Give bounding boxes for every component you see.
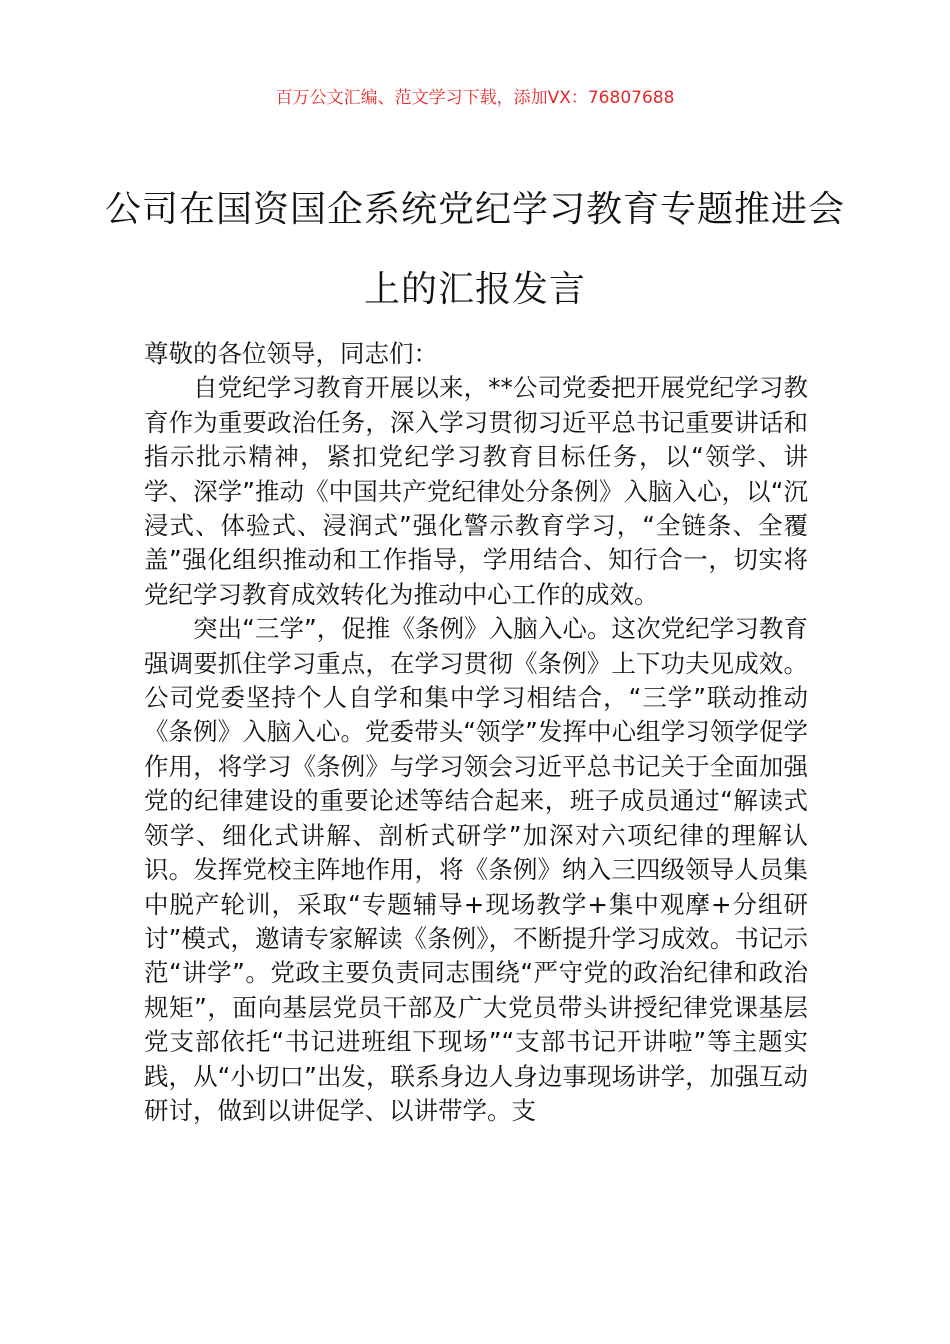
paragraph-intro: 自党纪学习教育开展以来，**公司党委把开展党纪学习教育作为重要政治任务，深入学习贯彻习近平总书记重要讲话和指示批示精神，紧扣党纪学习教育目标任务，以“领学、讲学、深学”推动《中国共产党纪律处分条例》入脑入心，以“沉浸式、体验式、浸润式”强化警示教育学习，“全链条、全覆盖”强化组织推动和工作指导，学用结合、知行合一，切实将党纪学习教育成效转化为推动中心工作的成效。 [144, 373, 808, 609]
salutation: 尊敬的各位领导，同志们： [144, 339, 438, 368]
promo-banner: 百万公文汇编、范文学习下载，添加VX：76807688 [275, 88, 675, 108]
document-body [144, 337, 808, 1128]
document-title: 公司在国资国企系统党纪学习教育专题推进会上的汇报发言 [104, 189, 845, 310]
paragraph-three-studies: 突出“三学”，促推《条例》入脑入心。这次党纪学习教育强调要抓住学习重点，在学习贯彻《条例》上下功夫见成效。公司党委坚持个人自学和集中学习相结合，“三学”联动推动《条例》入脑入心。党委带头“领学”发挥中心组学习领学促学作用，将学习《条例》与学习领会习近平总书记关于全面加强党的纪律建设的重要论述等结合起来，班子成员通过“解读式领学、细化式讲解、剖析式研学”加深对六项纪律的理解认识。发挥党校主阵地作用，将《条例》纳入三四级领导人员集中脱产轮训，采取“专题辅导+现场教学+集中观摩+分组研讨”模式，邀请专家解读《条例》，不断提升学习成效。书记示范“讲学”。党政主要负责同志围绕“严守党的政治纪律和政治规矩”，面向基层党员干部及广大党员带头讲授纪律党课基层党支部依托“书记进班组下现场”“支部书记开讲啦”等主题实践，从“小切口”出发，联系身边人身边事现场讲学，加强互动研讨，做到以讲促学、以讲带学。支 [144, 614, 808, 1125]
